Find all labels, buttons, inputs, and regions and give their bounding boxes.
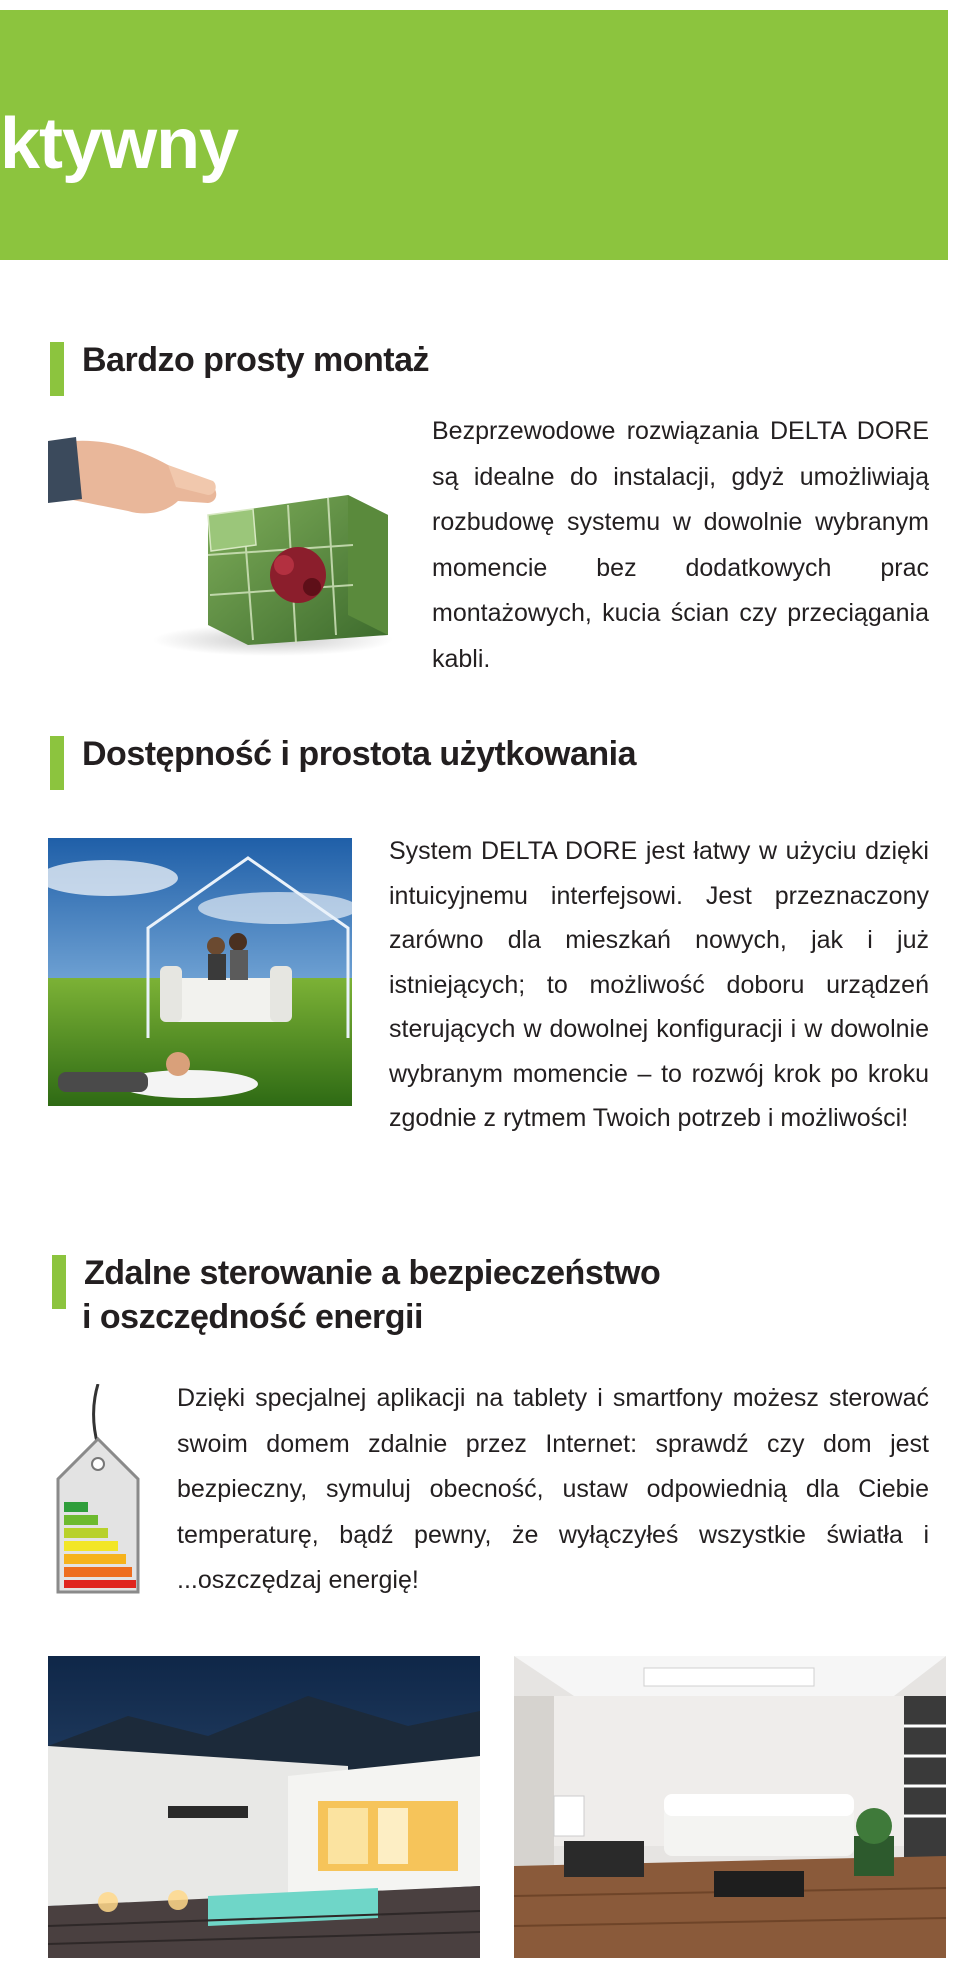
hand-circuit-cube-image <box>48 425 400 665</box>
section-text-installation: Bezprzewodowe rozwiązania DELTA DORE są idealne do instalacji, gdyż umożliwiają rozbudowę systemu w dowolnie wybranym momencie bez dodatkowych prac montażowych, kucia ścian czy przeciągania kabli. <box>432 417 929 673</box>
living-room-illustration <box>514 1656 946 1958</box>
living-room-image <box>514 1656 946 1958</box>
heading-text-line2: i oszczędność energii <box>82 1298 423 1336</box>
section-heading-usability <box>82 732 636 776</box>
energy-label-tag-icon <box>52 1384 144 1598</box>
heading-text: Bardzo prosty montaż <box>82 341 430 379</box>
modern-house-night-image <box>48 1656 480 1958</box>
heading-text: Dostępność i prostota użytkowania <box>82 735 637 773</box>
section-heading-installation <box>82 338 429 382</box>
energy-label-tag <box>52 1384 144 1598</box>
banner-title: ktywny <box>0 104 239 184</box>
hand-circuit-cube-illustration <box>48 425 400 665</box>
header-banner <box>0 10 948 260</box>
heading-accent-bar <box>50 342 64 396</box>
section-text-usability: System DELTA DORE jest łatwy w użyciu dzięki intuicyjnemu interfejsowi. Jest przeznaczony zarówno dla mieszkań nowych, jak i już istniejących; to możliwość doboru urządzeń sterujących w dowolnej konfiguracji i w dowolnie wybranym momencie – to rozwój krok po kroku zgodnie z rytmem Twoich potrzeb i możliwości! <box>389 837 929 1132</box>
heading-text-line1: Zdalne sterowanie a bezpieczeństwo <box>84 1254 661 1292</box>
heading-accent-bar <box>50 736 64 790</box>
section-heading-remote-control <box>84 1251 660 1339</box>
modern-house-night-illustration <box>48 1656 480 1958</box>
section-text-remote-control: Dzięki specjalnej aplikacji na tablety i smartfony możesz sterować swoim domem zdalnie przez Internet: sprawdź czy dom jest bezpieczny, symuluj obecność, ustaw odpowiednią dla Ciebie temperaturę, bądź pewny, że wyłączyłeś wszystkie światła i ...oszczędzaj energię! <box>177 1384 929 1594</box>
couple-meadow-image <box>48 838 352 1106</box>
couple-meadow-illustration <box>48 838 352 1106</box>
heading-accent-bar <box>52 1255 66 1309</box>
